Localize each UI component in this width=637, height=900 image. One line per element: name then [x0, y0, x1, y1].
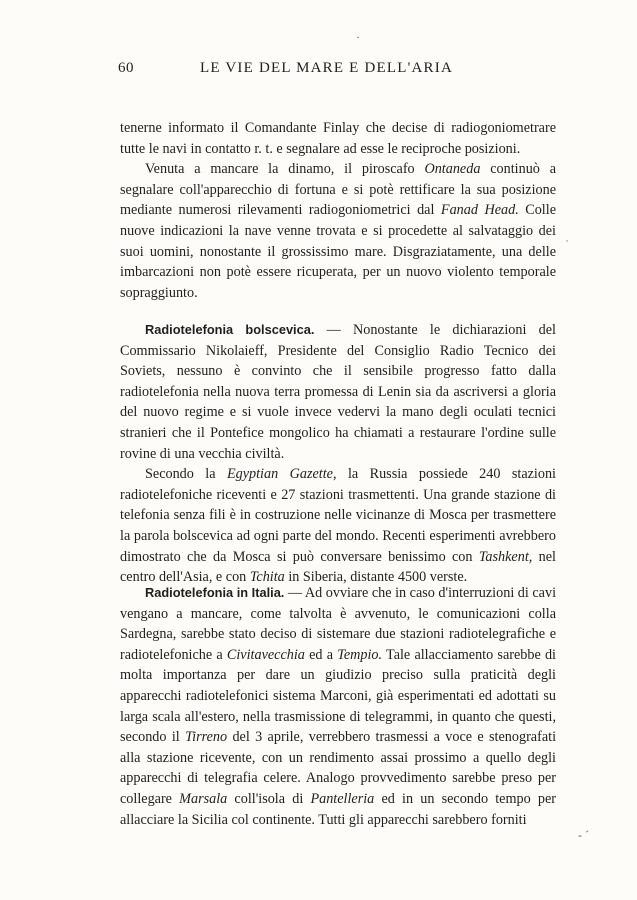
paragraph	[120, 464, 556, 588]
paragraph	[120, 583, 556, 830]
text-run: — Nonostante le dichiarazioni del Commissario Nikolaieff, Presidente del Consiglio Radio Tecnico dei Soviets, nessuno è convinto che il sensibile progresso fatto dalla radiotelefonia nella nuova terra promessa di Lenin sia da ascriversi a gloria del nuovo regime e si vuole invece vedervi la mano degli oculati tecnici stranieri che il Pontefice mongolico ha chiamati a restaurare l'ordine sulle rovine di una vecchia civiltà.	[120, 322, 556, 462]
text-run: in Siberia, distante 4500 verste.	[284, 569, 468, 586]
paragraph	[120, 118, 556, 159]
newspaper-name: Tirreno	[185, 729, 228, 746]
city-name: Tempio.	[337, 646, 383, 663]
text-run: la Russia possiede 240 stazioni radiotelefoniche riceventi e 27 stazioni trasmettenti. Una grande stazione di telefonia senza fili è in costruzione nelle vicinanze di Mosca per trasmettere la parola bolscevica ad ogni parte del mondo. Recenti esperimenti avrebbero dimostrato che da Mosca si può conversare benissimo con	[120, 466, 557, 565]
scan-speck: ·	[356, 30, 360, 44]
text-run: ed in un secondo tempo per allacciare la Sicilia col continente. Tutti gli apparecchi sarebbero forniti	[120, 790, 556, 828]
text-run: Secondo la	[145, 466, 227, 483]
paragraph	[120, 159, 556, 303]
page-number: 60	[118, 60, 134, 76]
city-name: Tchita	[249, 569, 285, 586]
section-heading: Radiotelefonia bolscevica.	[145, 322, 315, 337]
section-shipwreck	[120, 118, 556, 303]
newspaper-name: Egyptian Gazette,	[226, 466, 337, 483]
place-name: Fanad Head.	[440, 202, 519, 219]
ship-name: Ontaneda	[424, 161, 481, 178]
running-title: LE VIE DEL MARE E DELL'ARIA	[200, 60, 453, 76]
scan-speck: - ´	[578, 828, 589, 842]
text-run: del 3 aprile, verrebbero trasmessi a voce e stenografati alla stazione ricevente, con un rendimento assai prossimo a quello degli apparecchi di telegrafia celere. Analogo provvedimento sarebbe preso per collegare	[120, 729, 557, 807]
city-name: Tashkent,	[478, 548, 533, 565]
city-name: Civitavecchia	[226, 646, 305, 663]
text-run: ed a	[304, 646, 338, 663]
text-run: — Ad ovviare che in caso d'interruzioni di cavi vengano a mancare, come talvolta è avvenuto, le comunicazioni colla Sardegna, sarebbe stato deciso di sistemare due stazioni radiotelegrafiche e radiotelefoniche a	[120, 585, 557, 663]
text-run: Venuta a mancare la dinamo, il piroscafo	[145, 161, 425, 178]
paragraph	[120, 320, 556, 464]
section-italy-radiotelephony	[120, 583, 556, 830]
text-run: continuò a segnalare coll'apparecchio di fortuna e si potè rettificare la sua posizione mediante numerosi rilevamenti radiogoniometrici dal	[120, 161, 556, 219]
section-bolshevik-radiotelephony	[120, 320, 556, 588]
text-run: tenerne informato il Comandante Finlay che decise di radiogoniometrare tutte le navi in contatto r. t. e segnalare ad esse le reciproche posizioni.	[120, 120, 556, 157]
text-run: Colle nuove indicazioni la nave venne trovata e si procedette al salvataggio dei suoi uomini, nonostante il grossissimo mare. Disgraziatamente, una delle imbarcazioni non potè essere ricuperata, per un nuovo violento temporale sopraggiunto.	[120, 202, 556, 301]
city-name: Marsala	[179, 790, 228, 807]
section-heading: Radiotelefonia in Italia.	[145, 585, 285, 600]
island-name: Pantelleria	[310, 790, 375, 807]
text-run: nel centro dell'Asia, e con	[120, 548, 556, 586]
scan-speck: ˙	[565, 237, 569, 251]
text-run: Tale allacciamento sarebbe di molta importanza per dare un giudizio preciso sulla praticità degli apparecchi radiotelefonici sistema Marconi, già esperimentati ed adottati su larga scala all'estero, nella trasmissione di telegrammi, in quanto che questi, secondo il	[120, 646, 557, 746]
text-run: coll'isola di	[227, 790, 311, 807]
